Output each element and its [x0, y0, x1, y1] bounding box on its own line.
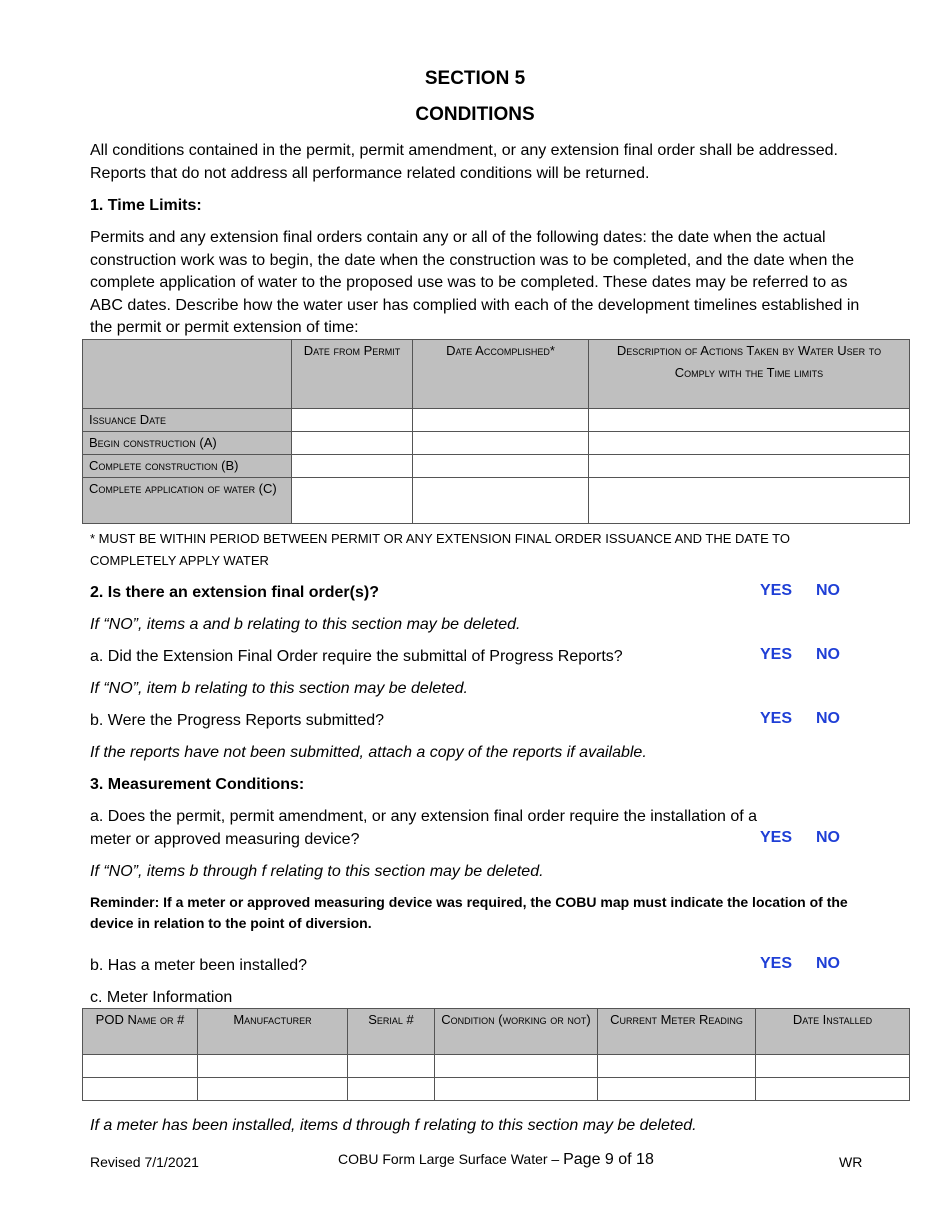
- meter-cell-input[interactable]: [435, 1055, 598, 1078]
- abc-dates-table: [82, 339, 910, 524]
- meter-information-table: [82, 1008, 910, 1101]
- abc-header-blank: [83, 340, 292, 409]
- abc-cell-input[interactable]: [413, 409, 589, 432]
- extension-no-option[interactable]: NO: [816, 582, 840, 599]
- abc-cell-input[interactable]: [589, 455, 910, 478]
- section-title: CONDITIONS: [415, 104, 535, 125]
- meter-cell-input[interactable]: [598, 1055, 756, 1078]
- progress-reports-note: If “NO”, item b relating to this section may be deleted.: [90, 680, 468, 697]
- meter-installed-yes-option[interactable]: YES: [760, 955, 793, 972]
- abc-cell-input[interactable]: [589, 478, 910, 524]
- abc-row-label: Complete construction (B): [83, 455, 292, 478]
- meter-cell-input[interactable]: [198, 1055, 348, 1078]
- meter-header-manufacturer: Manufacturer: [198, 1009, 348, 1055]
- meter-required-note: If “NO”, items b through f relating to this section may be deleted.: [90, 863, 544, 880]
- meter-cell-input[interactable]: [435, 1078, 598, 1101]
- intro-paragraph: All conditions contained in the permit, permit amendment, or any extension final order shall be addressed. Reports that do not address all performance related conditions will be returned.: [90, 142, 838, 182]
- meter-cell-input[interactable]: [348, 1078, 435, 1101]
- cobu-map-reminder: Reminder: If a meter or approved measuring device was required, the COBU map must indicate the location of the device in relation to the point of diversion.: [90, 894, 848, 931]
- meter-installed-question: b. Has a meter been installed?: [90, 957, 308, 974]
- meter-cell-input[interactable]: [198, 1078, 348, 1101]
- meter-installed-no-option[interactable]: NO: [816, 955, 840, 972]
- progress-reports-question: a. Did the Extension Final Order require the submittal of Progress Reports?: [90, 648, 623, 665]
- footer-form-name: COBU Form Large Surface Water –: [338, 1151, 564, 1167]
- meter-header-date-installed: Date Installed: [756, 1009, 910, 1055]
- meter-required-no-option[interactable]: NO: [816, 829, 840, 846]
- meter-required-yes-option[interactable]: YES: [760, 829, 793, 846]
- abc-cell-input[interactable]: [589, 409, 910, 432]
- meter-cell-input[interactable]: [756, 1055, 910, 1078]
- abc-cell-input[interactable]: [292, 432, 413, 455]
- abc-cell-input[interactable]: [413, 432, 589, 455]
- extension-yes-option[interactable]: YES: [760, 582, 793, 599]
- abc-row-label: Complete application of water (C): [83, 478, 292, 524]
- time-limits-heading: 1. Time Limits:: [90, 197, 202, 214]
- meter-cell-input[interactable]: [83, 1055, 198, 1078]
- time-limits-paragraph: Permits and any extension final orders contain any or all of the following dates: the date when the actual construction work was to begin, the date when the construction was to be completed, and the date when the complete application of water to the proposed use was to be completed. These dates may be referred to as ABC dates. Describe how the water user has complied with each of the development timelines established in the permit or permit extension of time:: [90, 229, 860, 336]
- meter-cell-input[interactable]: [83, 1078, 198, 1101]
- progress-reports-no-option[interactable]: NO: [816, 646, 840, 663]
- abc-cell-input[interactable]: [413, 478, 589, 524]
- abc-header-description: Description of Actions Taken by Water User to Comply with the Time limits: [589, 340, 910, 409]
- reports-submitted-question: b. Were the Progress Reports submitted?: [90, 712, 385, 729]
- meter-header-serial: Serial #: [348, 1009, 435, 1055]
- abc-cell-input[interactable]: [292, 409, 413, 432]
- section-heading: SECTION 5: [424, 68, 526, 89]
- footer-form-block: [338, 1151, 654, 1169]
- reports-submitted-no-option[interactable]: NO: [816, 710, 840, 727]
- meter-information-label: c. Meter Information: [90, 989, 233, 1006]
- abc-cell-input[interactable]: [292, 478, 413, 524]
- meter-installed-note: If a meter has been installed, items d through f relating to this section may be deleted.: [90, 1117, 697, 1134]
- meter-cell-input[interactable]: [756, 1078, 910, 1101]
- meter-required-question-line2: meter or approved measuring device?: [90, 831, 360, 848]
- abc-header-date-from-permit: Date from Permit: [292, 340, 413, 409]
- extension-question: 2. Is there an extension final order(s)?: [90, 584, 379, 601]
- measurement-heading: 3. Measurement Conditions:: [90, 776, 305, 793]
- meter-header-pod: POD Name or #: [83, 1009, 198, 1055]
- reports-submitted-yes-option[interactable]: YES: [760, 710, 793, 727]
- footer-page-number: Page 9 of 18: [563, 1151, 654, 1168]
- abc-row-label: Issuance Date: [83, 409, 292, 432]
- meter-header-condition: Condition (working or not): [435, 1009, 598, 1055]
- abc-header-date-accomplished: Date Accomplished*: [413, 340, 589, 409]
- meter-required-question-line1: a. Does the permit, permit amendment, or any extension final order require the installation of a: [90, 808, 758, 825]
- abc-cell-input[interactable]: [292, 455, 413, 478]
- extension-note: If “NO”, items a and b relating to this section may be deleted.: [90, 616, 521, 633]
- footer-revised: Revised 7/1/2021: [90, 1154, 199, 1170]
- footer-code: WR: [839, 1154, 863, 1170]
- abc-cell-input[interactable]: [589, 432, 910, 455]
- progress-reports-yes-option[interactable]: YES: [760, 646, 793, 663]
- meter-cell-input[interactable]: [598, 1078, 756, 1101]
- abc-footnote: * MUST BE WITHIN PERIOD BETWEEN PERMIT OR ANY EXTENSION FINAL ORDER ISSUANCE AND THE DATE TO COMPLETELY APPLY WATER: [90, 531, 790, 568]
- reports-submitted-note: If the reports have not been submitted, attach a copy of the reports if available.: [90, 744, 647, 761]
- meter-header-current-reading: Current Meter Reading: [598, 1009, 756, 1055]
- abc-row-label: Begin construction (A): [83, 432, 292, 455]
- meter-cell-input[interactable]: [348, 1055, 435, 1078]
- abc-cell-input[interactable]: [413, 455, 589, 478]
